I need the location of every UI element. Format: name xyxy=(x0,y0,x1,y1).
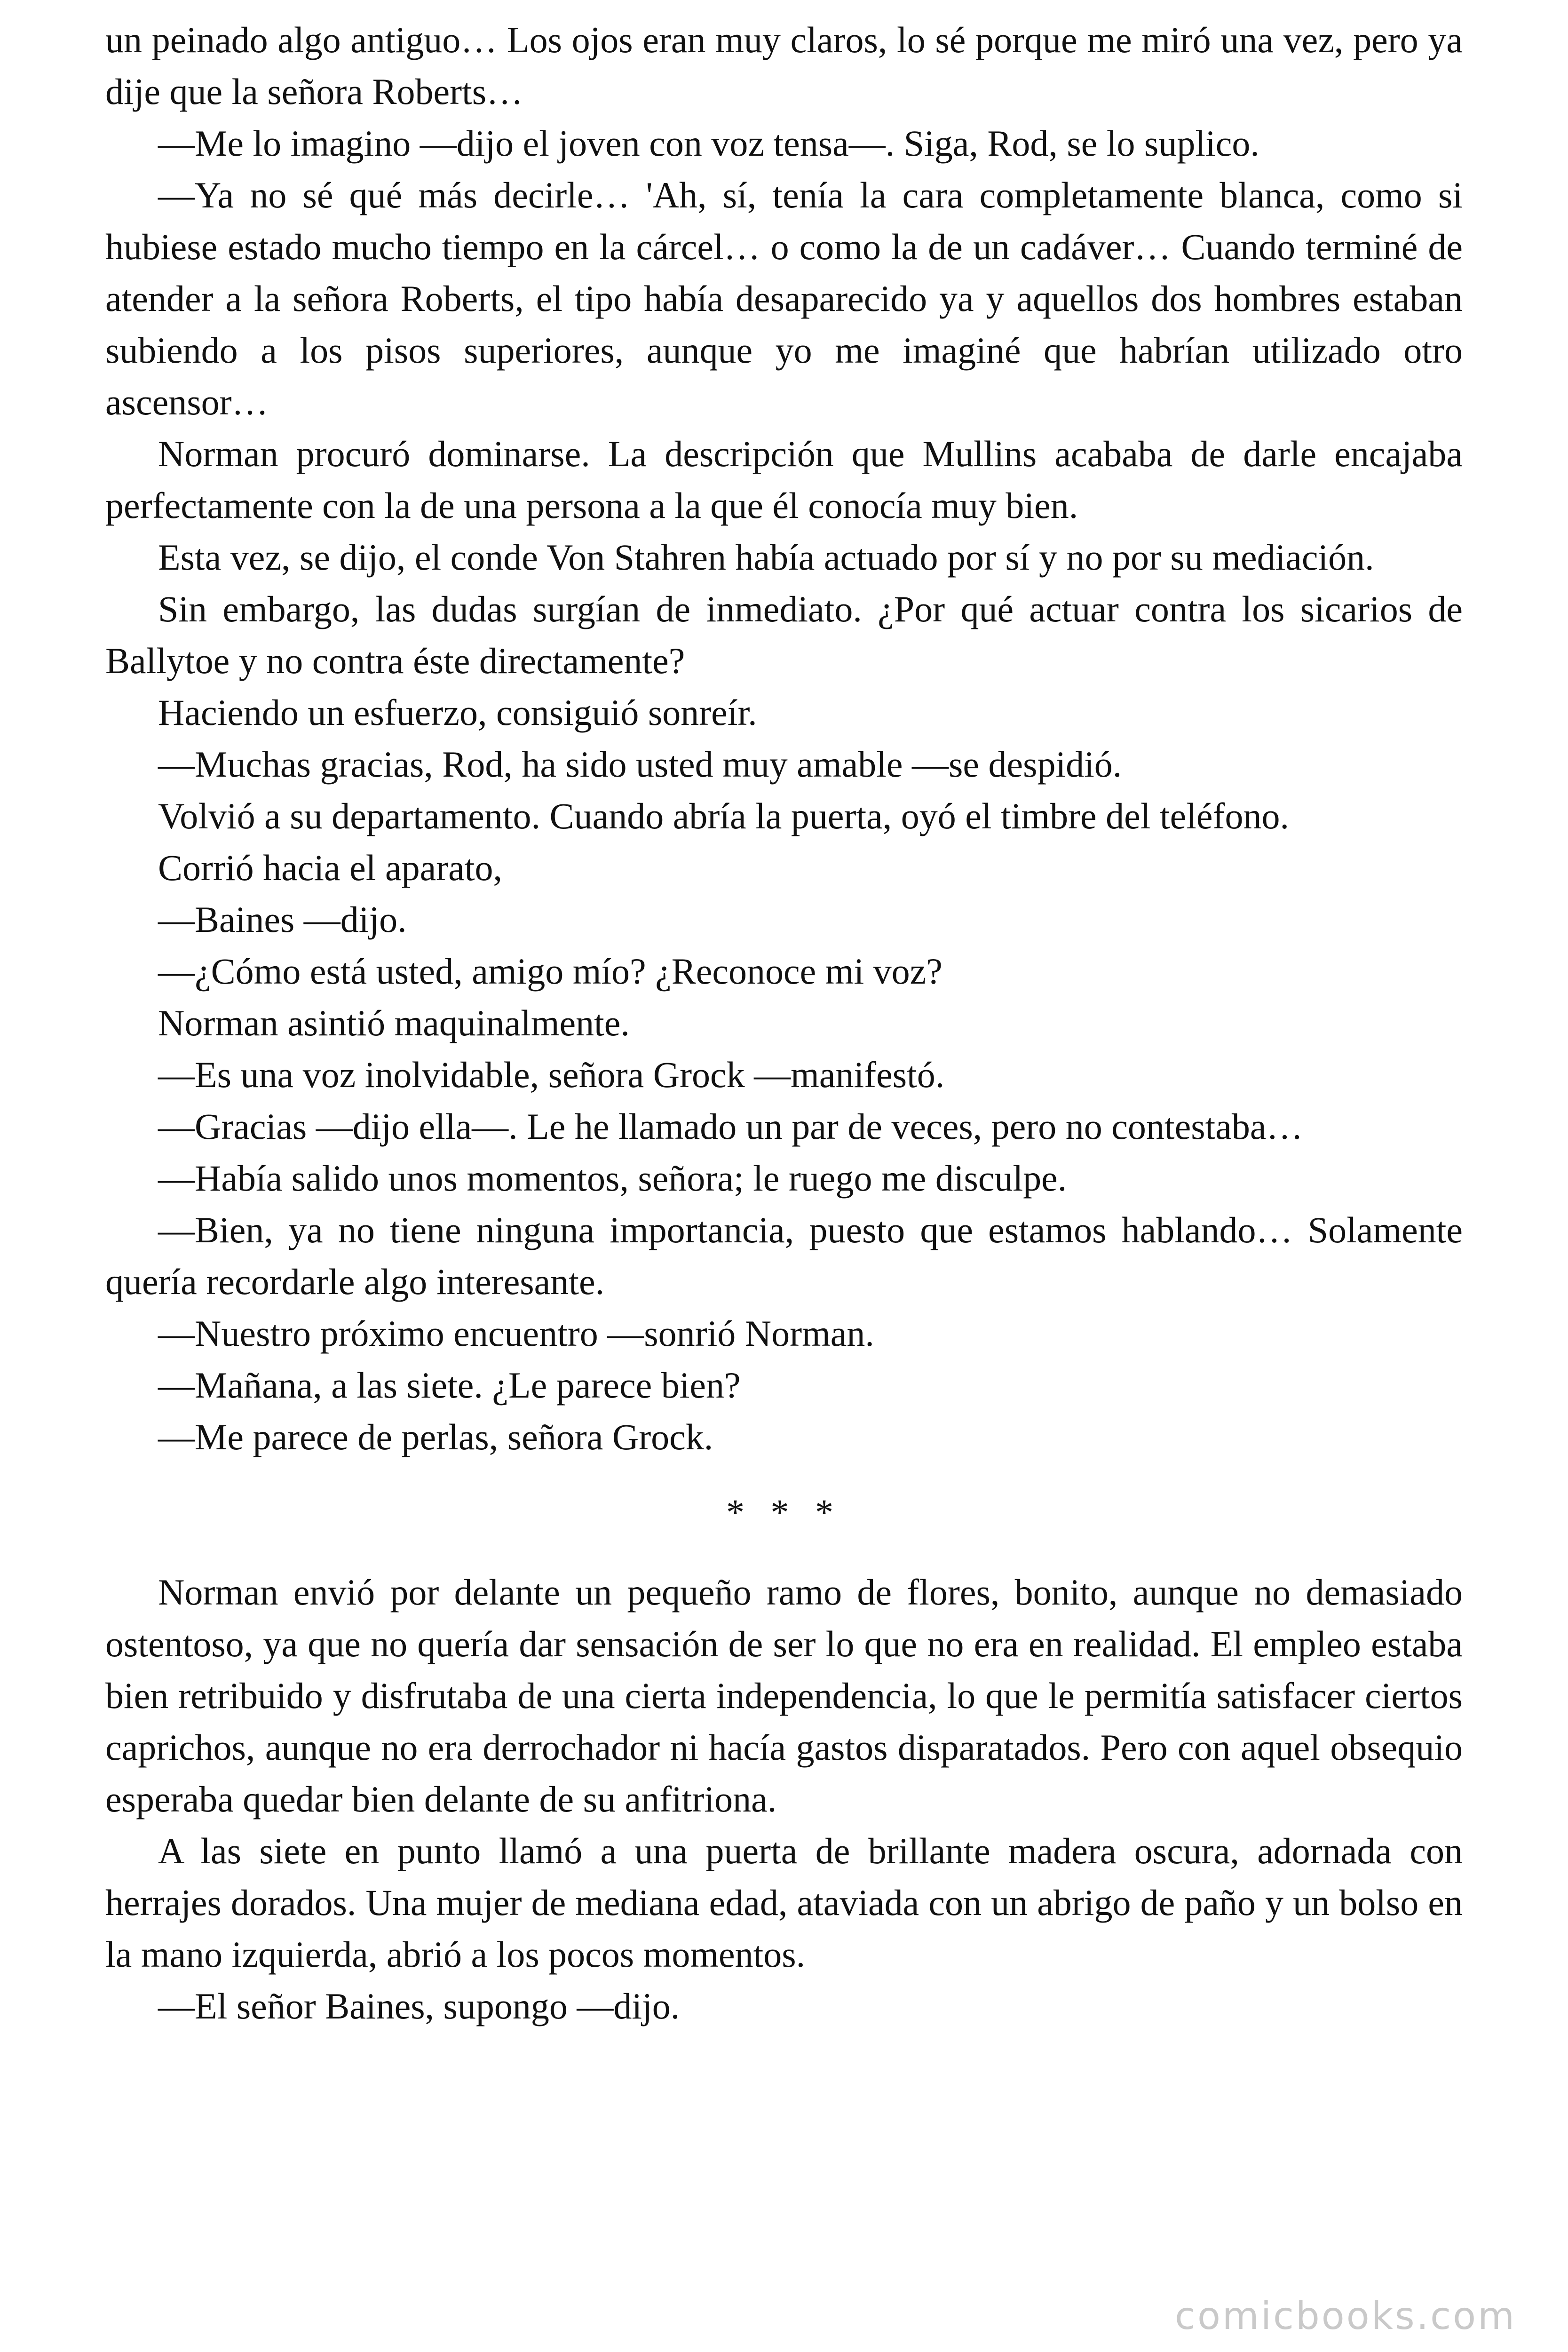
paragraph: un peinado algo antiguo… Los ojos eran muy claros, lo sé porque me miró una vez, pero ya dije que la señora Roberts… xyxy=(105,19,1463,112)
paragraph: Esta vez, se dijo, el conde Von Stahren había actuado por sí y no por su mediación. xyxy=(158,537,1374,578)
paragraph: —Ya no sé qué más decirle… 'Ah, sí, tenía la cara completamente blanca, como si hubiese estado mucho tiempo en la cárcel… o como la de un cadáver… Cuando terminé de atender a la señora Roberts, el tipo había desaparecido ya y aquellos dos hombres estaban subiendo a los pisos superiores, aunque yo me imaginé que habrían utilizado otro ascensor… xyxy=(105,175,1463,422)
paragraph: —Había salido unos momentos, señora; le ruego me disculpe. xyxy=(158,1158,1067,1199)
paragraph: —Me parece de perlas, señora Grock. xyxy=(158,1416,713,1457)
paragraph: —Es una voz inolvidable, señora Grock —manifestó. xyxy=(158,1054,945,1095)
body-text xyxy=(105,14,1463,2032)
watermark: comicbooks.com xyxy=(1174,2294,1516,2338)
paragraph: —Bien, ya no tiene ninguna importancia, puesto que estamos hablando… Solamente quería recordarle algo interesante. xyxy=(105,1209,1463,1302)
paragraph: Norman envió por delante un pequeño ramo de flores, bonito, aunque no demasiado ostentoso, ya que no quería dar sensación de ser lo que no era en realidad. El empleo estaba bien retribuido y disfrutaba de una cierta independencia, lo que le permitía satisfacer ciertos caprichos, aunque no era derrochador ni hacía gastos disparatados. Pero con aquel obsequio esperaba quedar bien delante de su anfitriona. xyxy=(105,1572,1463,1820)
paragraph: —Muchas gracias, Rod, ha sido usted muy amable —se despidió. xyxy=(158,744,1122,785)
paragraph: —Me lo imagino —dijo el joven con voz tensa—. Siga, Rod, se lo suplico. xyxy=(158,123,1259,164)
paragraph: Corrió hacia el aparato, xyxy=(158,847,502,888)
scene-break: * * * xyxy=(726,1492,842,1533)
paragraph: Sin embargo, las dudas surgían de inmediato. ¿Por qué actuar contra los sicarios de Ballytoe y no contra éste directamente? xyxy=(105,588,1463,681)
paragraphs-bottom xyxy=(105,1566,1463,2032)
paragraphs-top xyxy=(105,14,1463,1463)
paragraph: —Gracias —dijo ella—. Le he llamado un par de veces, pero no contestaba… xyxy=(158,1106,1303,1147)
paragraph: Haciendo un esfuerzo, consiguió sonreír. xyxy=(158,692,757,733)
paragraph: —Baines —dijo. xyxy=(158,899,407,940)
paragraph: Norman asintió maquinalmente. xyxy=(158,1002,630,1043)
paragraph: —El señor Baines, supongo —dijo. xyxy=(158,1986,680,2026)
paragraph: —Nuestro próximo encuentro —sonrió Norman. xyxy=(158,1313,874,1354)
paragraph: —Mañana, a las siete. ¿Le parece bien? xyxy=(158,1365,741,1406)
paragraph: Norman procuró dominarse. La descripción que Mullins acababa de darle encajaba perfectamente con la de una persona a la que él conocía muy bien. xyxy=(105,433,1463,526)
paragraph: Volvió a su departamento. Cuando abría la puerta, oyó el timbre del teléfono. xyxy=(158,795,1290,836)
paragraph: A las siete en punto llamó a una puerta de brillante madera oscura, adornada con herrajes dorados. Una mujer de mediana edad, ataviada con un abrigo de paño y un bolso en la mano izquierda, abrió a los pocos momentos. xyxy=(105,1830,1463,1975)
paragraph: —¿Cómo está usted, amigo mío? ¿Reconoce mi voz? xyxy=(158,951,942,992)
